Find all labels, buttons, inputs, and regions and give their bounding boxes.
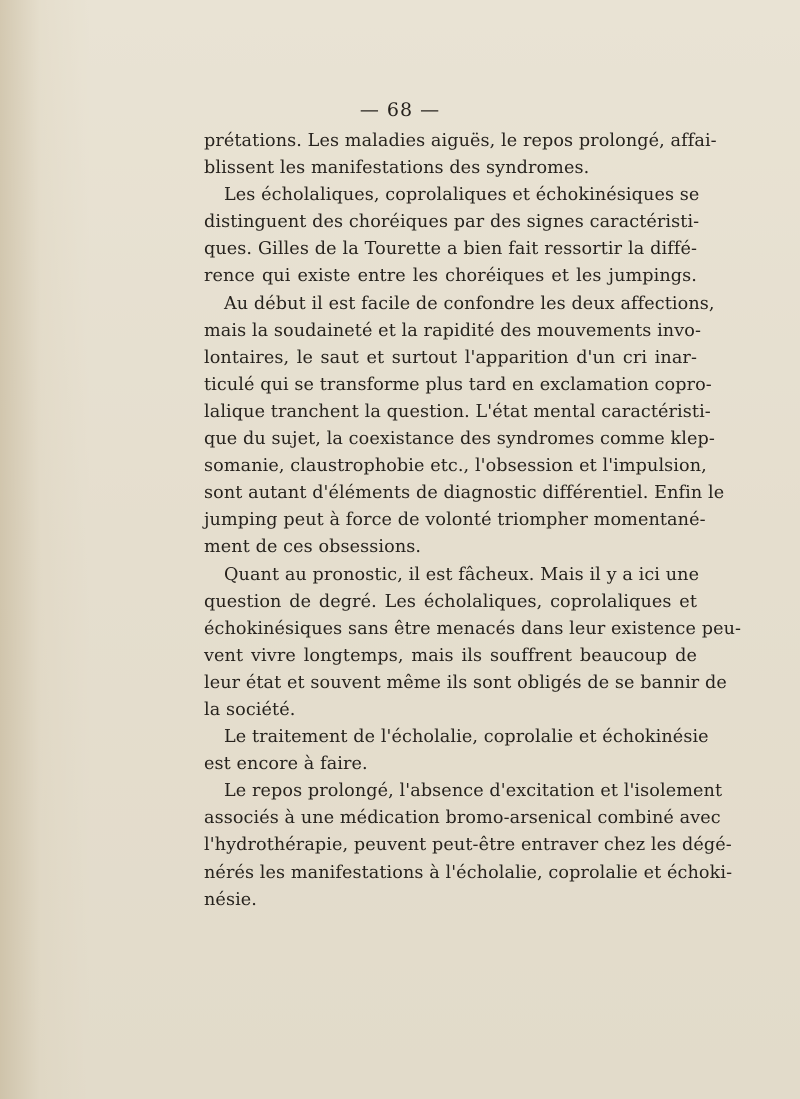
page-number: — 68 — bbox=[359, 99, 441, 121]
text-line: leur état et souvent même ils sont obligés de se bannir de bbox=[204, 672, 727, 693]
text-line: Quant au pronostic, il est fâcheux. Mais il y a ici une bbox=[224, 564, 700, 585]
text-line: nésie. bbox=[204, 889, 258, 910]
text-line: vent vivre longtemps, mais ils souffrent beaucoup de bbox=[204, 645, 697, 666]
text-line: mais la soudaineté et la rapidité des mouvements invo- bbox=[204, 320, 702, 341]
body-text bbox=[204, 128, 742, 914]
text-line: ques. Gilles de la Tourette a bien fait ressortir la diffé- bbox=[204, 239, 697, 260]
text-line: prétations. Les maladies aiguës, le repos prolongé, affai- bbox=[204, 131, 717, 151]
text-line: l'hydrothérapie, peuvent peut-être entraver chez les dégé- bbox=[204, 835, 732, 856]
text-line: question de degré. Les écholaliques, coprolaliques et bbox=[204, 591, 697, 612]
text-line: Les écholaliques, coprolaliques et échokinésiques se bbox=[224, 185, 700, 206]
text-line: ticulé qui se transforme plus tard en exclamation copro- bbox=[204, 374, 712, 395]
text-line: Le traitement de l'écholalie, coprolalie et échokinésie bbox=[224, 727, 709, 748]
text-line: lontaires, le saut et surtout l'apparition d'un cri inar- bbox=[204, 347, 697, 368]
text-line: jumping peut à force de volonté triompher momentané- bbox=[204, 510, 706, 531]
text-line: Le repos prolongé, l'absence d'excitation et l'isolement bbox=[224, 781, 723, 802]
text-line: la société. bbox=[204, 699, 296, 720]
text-line: blissent les manifestations des syndromes. bbox=[204, 158, 590, 179]
text-line: distinguent des choréiques par des signes caractéristi- bbox=[204, 212, 700, 233]
text-line: Au début il est facile de confondre les deux affections, bbox=[224, 293, 715, 314]
text-line: rence qui existe entre les choréiques et les jumpings. bbox=[204, 266, 697, 287]
text-line: sont autant d'éléments de diagnostic différentiel. Enfin le bbox=[204, 483, 725, 504]
text-line: lalique tranchent la question. L'état mental caractéristi- bbox=[204, 401, 711, 422]
text-line: nérés les manifestations à l'écholalie, coprolalie et échoki- bbox=[204, 862, 733, 883]
text-line: que du sujet, la coexistance des syndromes comme klep- bbox=[204, 429, 715, 450]
text-line: échokinésiques sans être menacés dans leur existence peu- bbox=[204, 618, 742, 639]
text-line: somanie, claustrophobie etc., l'obsession et l'impulsion, bbox=[204, 456, 707, 477]
text-line: associés à une médication bromo-arsenical combiné avec bbox=[204, 808, 721, 829]
text-line: ment de ces obsessions. bbox=[204, 537, 422, 558]
text-line: est encore à faire. bbox=[204, 754, 368, 775]
